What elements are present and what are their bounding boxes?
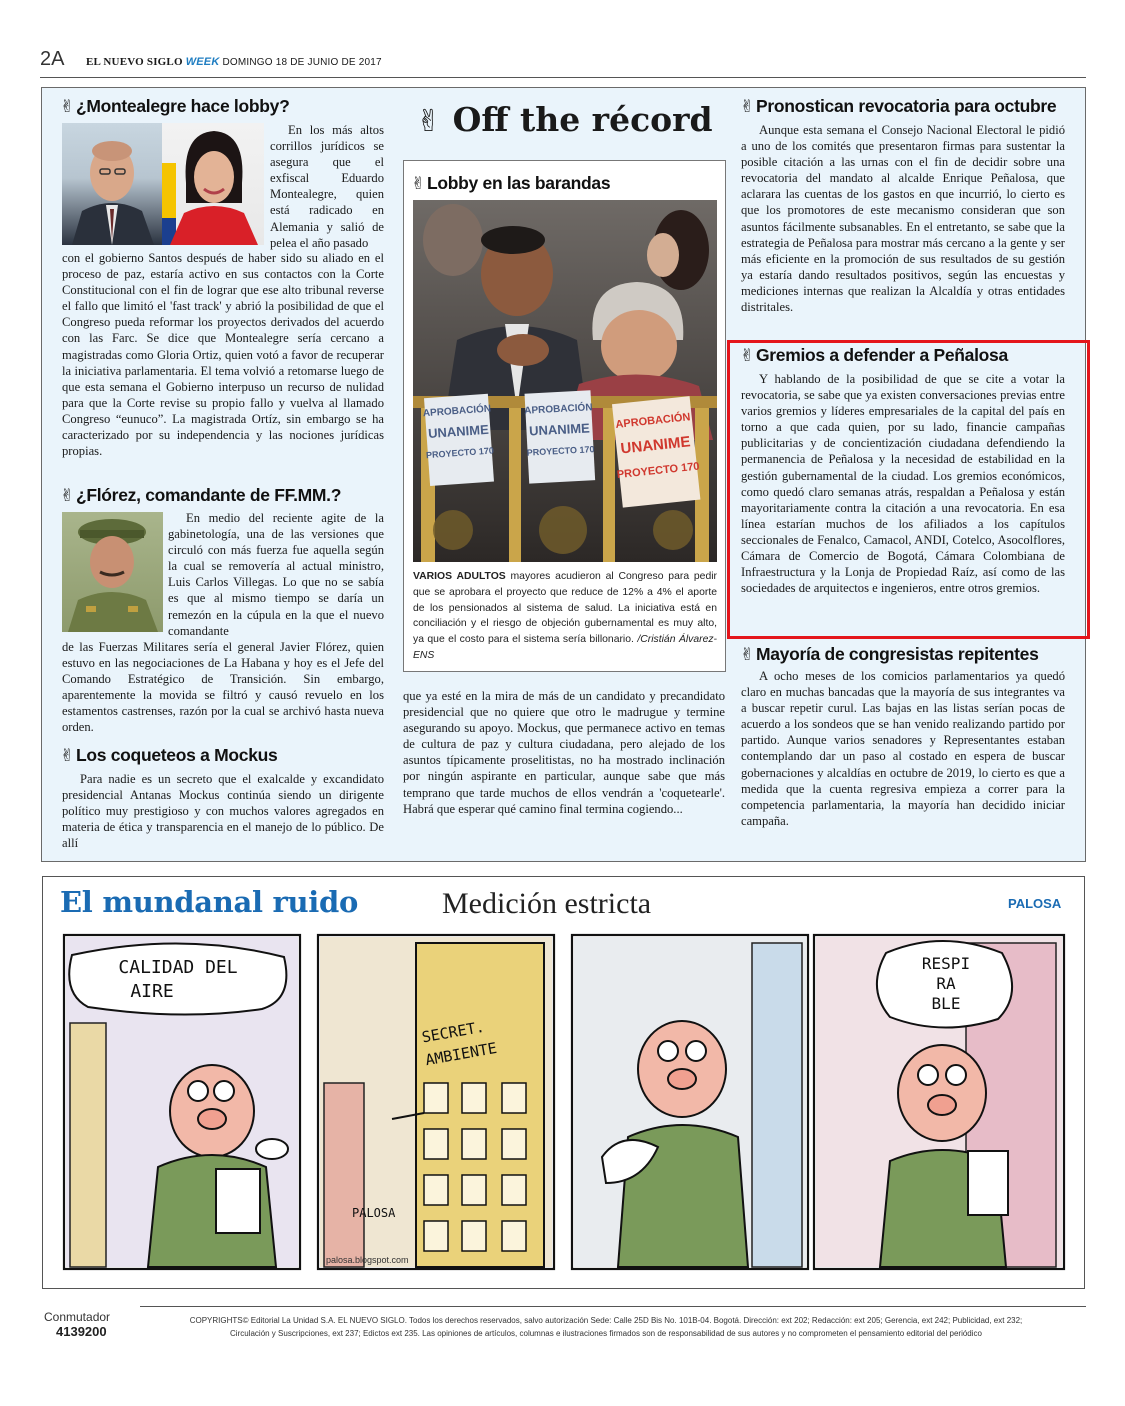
article-body-gremios: Y hablando de la posibilidad de que se cite a votar la revocatoria, se sabe que ya existen conversaciones previas entre varios gremios y líderes empresariales de la capital del país en torno a que cada quien, por su lado, financie campañas publicitarias y de concientización ciudadana defendiendo la permanencia de Peñalosa y la necesidad de estabilidad en la gestión gubernamental de la ciudad. Los gremios económicos, como quedó claro semanas atrás, respaldan a Peñalosa y están mayoritariamente contra la citación a una revocatoria. En esa línea estarían muchos de los afiliados a los capítulos seccionales de Fenalco, Camacol, ANDI, Cotelco, Asocolflores, Cámara de Comercio de Bogotá, Cámara Colombiana de Infraestructura y la Lonja de Propiedad Raíz, así como de las sociedades de arquitectos e ingenieros, entre otros gremios. xyxy=(741,372,1065,596)
svg-text:PROYECTO 170: PROYECTO 170 xyxy=(425,445,495,461)
bubble-1-text: CALIDAD DEL xyxy=(118,957,238,978)
photo-credit: /Cristián Álvarez-ENS xyxy=(413,634,718,661)
svg-text:palosa.blogspot.com: palosa.blogspot.com xyxy=(326,1255,409,1265)
footer-divider xyxy=(140,1306,1086,1307)
copyright-line-1: COPYRIGHTS© Editorial La Unidad S.A. EL NUEVO SIGLO. Todos los derechos reservados, salvo autorización Sede: Calle 25D Bis No. 101B-04. Bogotá. Dirección: ext 202; Redacción: ext 205; Gerencia, ext 242; Publicidad, ext 232; xyxy=(189,1316,1023,1325)
article-body-mockus-col1: Para nadie es un secreto que el exalcalde y excandidato presidencial Antanas Mockus continúa siendo un dirigente político muy prestigioso y con muchos valores agregados en materia de ética y transparencia en el manejo de lo público. De allí xyxy=(62,772,384,851)
svg-text:RA: RA xyxy=(936,974,956,993)
headline-florez: ✌ ¿Flórez, comandante de FF.MM.? xyxy=(60,485,342,506)
article-body-florez-part2: de las Fuerzas Militares sería el general Javier Flórez, quien estuvo en las negociaciones de La Habana y hoy es el Jefe del Comando Estratégico de Transición. Sin embargo, aparentemente la movida se filtró y causó revuelo en los estamentos castrenses, razón por la cual se archivó hasta nueva orden. xyxy=(62,640,384,735)
headline-congresistas: ✌ Mayoría de congresistas repitentes xyxy=(740,644,1039,665)
headline-lobby: ✌ Lobby en las barandas xyxy=(411,173,611,194)
week-label: WEEK xyxy=(185,56,220,68)
issue-date: DOMINGO 18 DE JUNIO DE 2017 xyxy=(222,57,382,68)
article-body-montealegre-part2: con el gobierno Santos después de haber sido su aliado en el proceso de paz, estaría activo en sus contactos con la Corte Constitucional con el fin de lograr que ese alto tribunal reverse el fallo que limitó el 'fast track' y abrió la posibilidad de que el Congreso pueda reformar los proyectos derivados del acuerdo con las Farc. Se dice que Montealegre sería cercano a magistradas como Gloria Ortiz, quien votó a favor de recuperar la iniciativa parlamentaria. El tema volvió a retomarse luego de que esta semana el Gobierno interpuso un recurso de nulidad para que la Corte revise su propio fallo y vuelva al llamado Congreso “eunuco”. La magistrada Ortíz, sin embargo se ha caracterizado por su independencia y las nociones jurídicas propias. xyxy=(62,251,384,459)
svg-text:AMBIENTE: AMBIENTE xyxy=(423,1038,499,1070)
headline-gremios: ✌ Gremios a defender a Peñalosa xyxy=(740,345,1008,366)
conmutador-label: Conmutador xyxy=(44,1310,111,1324)
lobby-photo-caption xyxy=(413,569,717,664)
page-header xyxy=(40,48,1086,78)
svg-text:APROBACIÓN: APROBACIÓN xyxy=(614,411,691,431)
copyright-notice xyxy=(156,1314,1056,1340)
caption-lead: VARIOS ADULTOS xyxy=(413,571,506,582)
conmutador-number: 4139200 xyxy=(56,1324,107,1339)
svg-text:UNANIME: UNANIME xyxy=(528,420,591,439)
svg-text:BLE: BLE xyxy=(931,994,961,1013)
red-highlight-frame xyxy=(727,340,1090,639)
victory-hand-icon: ✌ xyxy=(740,645,754,665)
svg-text:SECRET.: SECRET. xyxy=(420,1017,486,1047)
svg-text:UNANIME: UNANIME xyxy=(427,421,490,441)
svg-text:RESPI: RESPI xyxy=(921,954,971,973)
svg-text:AIRE: AIRE xyxy=(130,981,174,1002)
article-body-congresistas: A ocho meses de los comicios parlamentarios ya quedó claro en muchas bancadas que la mayoría de sus integrantes va a buscar repetir curul. Las bajas en las listas serían pocas de acuerdo a los sondeos que se han venido realizando partido por partido. Aunque varios senadores y Representantes estaban contemplando dar un paso al costado en espera de buscar gobernaciones y alcaldías en octubre de 2019, lo cierto es que a medida que la cuenta regresiva empieza a correr para la competencia parlamentaria, la mayoría han decidido iniciar campaña. xyxy=(741,669,1065,828)
page-number: 2A xyxy=(40,48,65,70)
montealegre-photo xyxy=(62,123,162,245)
victory-hand-icon: ✌ xyxy=(60,97,74,117)
svg-text:UNANIME: UNANIME xyxy=(619,433,692,458)
section-title: ✌ Off the récord xyxy=(416,100,713,139)
victory-hand-icon: ✌ xyxy=(416,104,442,139)
victory-hand-icon: ✌ xyxy=(60,486,74,506)
copyright-line-2: Circulación y Suscripciones, ext 237; Edictos ext 235. Las opiniones de artículos, columnas e ilustraciones firmados son de responsabilidad de sus autores y no comprometen el pensamiento editorial del periódico xyxy=(230,1329,982,1338)
article-body-florez-part1: En medio del reciente agite de la gabinetología, una de las versiones que circuló con más fuerza fue aquella según la cual se removería al actual ministro, Luis Carlos Villegas. Lo que no se sabía es que al mismo tiempo se daría un remezón en la cúpula en la que el nuevo comandante xyxy=(168,511,384,638)
florez-photo xyxy=(62,512,163,632)
victory-hand-icon: ✌ xyxy=(411,174,425,194)
cartoon-section-title: El mundanal ruido xyxy=(60,885,359,919)
article-body-montealegre-part1: En los más altos corrillos jurídicos se asegura que el exfiscal Eduardo Montealegre, quien está radicado en Alemania y salió de pelea el año pasado xyxy=(270,123,384,250)
svg-text:PROYECTO 170: PROYECTO 170 xyxy=(526,444,595,458)
article-body-mockus-col2: que ya esté en la mira de más de un candidato y precandidato presidencial que no quiere que otro le madrugue y termine asegurando su apoyo. Mockus, que permanece activo en temas de cultura de paz y cultura ciudadana, pero alejado de los asuntos típicamente proselitistas, no ha mostrado inclinación por ningún aspirante en particular, aunque sabe que más temprano que tarde muchos de ellos vendrán a 'coquetearle'. Habrá que esperar qué camino final termina cogiendo... xyxy=(403,689,725,816)
svg-text:PALOSA: PALOSA xyxy=(352,1206,396,1220)
cartoon-author: PALOSA xyxy=(1008,896,1062,911)
headline-mockus: ✌ Los coqueteos a Mockus xyxy=(60,745,278,766)
svg-text:PROYECTO 170: PROYECTO 170 xyxy=(616,460,701,482)
cartoon-title: Medición estricta xyxy=(442,887,652,920)
victory-hand-icon: ✌ xyxy=(60,746,74,766)
newspaper-name: EL NUEVO SIGLO xyxy=(86,56,183,68)
masthead xyxy=(86,56,382,68)
cartoon-strip xyxy=(62,933,1066,1275)
ortiz-photo xyxy=(162,123,264,245)
victory-hand-icon: ✌ xyxy=(740,346,754,366)
lobby-photo xyxy=(413,200,717,562)
victory-hand-icon: ✌ xyxy=(740,97,754,117)
article-body-revocatoria: Aunque esta semana el Consejo Nacional Electoral le pidió a uno de los comités que presentaron firmas para sustentar la posible citación a las urnas con el fin de decidir sobre una revocatoria del mandato al alcalde Enrique Peñalosa, que aclarara las cuentas de los gastos en que incurrió, lo cierto es que los promotores de este mecanismo consideran que son asuntos fácilmente subsanables. En el entretanto, se sabe que la estrategia de Peñalosa para mostrar más cercano a la gente y ser más eficiente en la promoción de sus resultados de su gestión ya estaría dando resultados positivos, según las encuestas y mediciones internas que realizan la Alcaldía y otras entidades distritales. xyxy=(741,123,1065,315)
caption-text: mayores acudieron al Congreso para pedir que se aprobara el proyecto que reduce de 12% a 4% el aporte de los pensionados al sistema de salud. La iniciativa está en conciliación y el riesgo de objeción gubernamental es muy alto, ya que el costo para el sistema sería billonario. xyxy=(413,571,717,646)
headline-revocatoria: ✌ Pronostican revocatoria para octubre xyxy=(740,96,1057,117)
svg-text:APROBACIÓN: APROBACIÓN xyxy=(422,403,492,420)
headline-montealegre: ✌ ¿Montealegre hace lobby? xyxy=(60,96,290,117)
svg-text:APROBACIÓN: APROBACIÓN xyxy=(523,402,593,417)
